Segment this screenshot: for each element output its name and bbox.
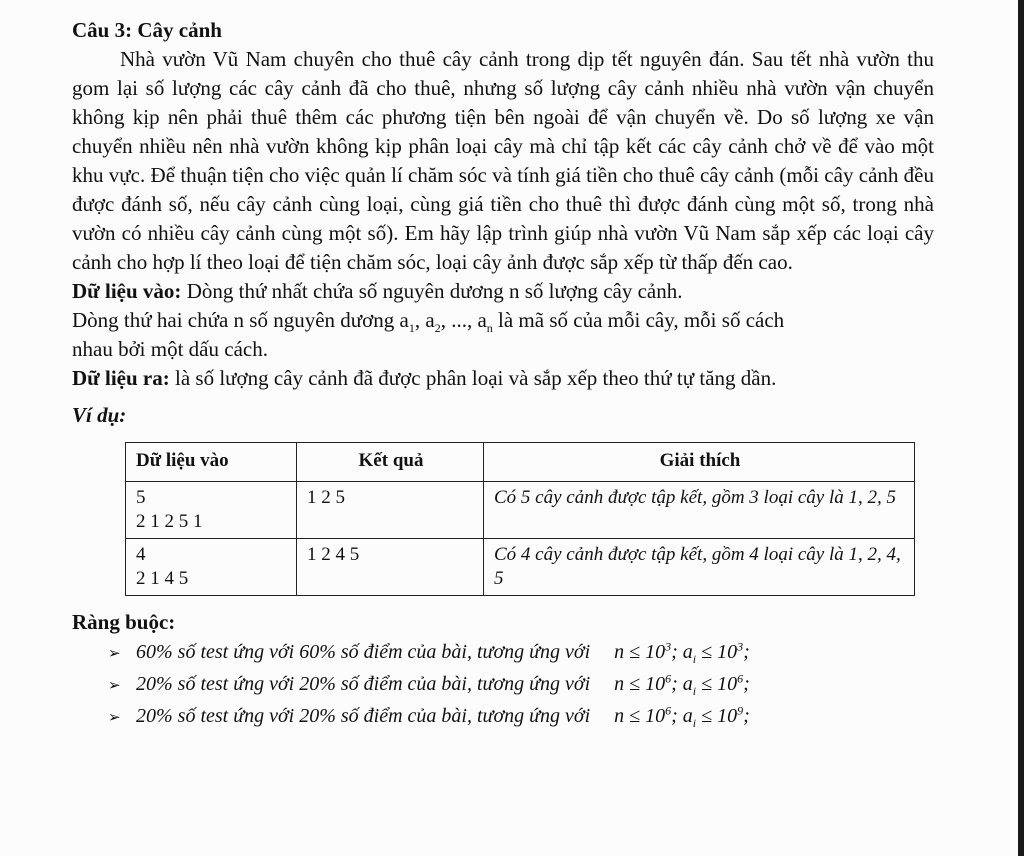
constraint-item: [108, 669, 934, 701]
cell-input: [126, 482, 297, 539]
input-line-2: [72, 306, 934, 335]
input-n: 5: [136, 487, 146, 508]
constraint-text: 20% số test ứng với 20% số điểm của bài, tương ứng với: [136, 705, 591, 727]
input-values: 2 1 2 5 1: [136, 511, 203, 532]
cell-result: 1 2 5: [297, 482, 484, 539]
n-exponent: 3: [665, 639, 672, 654]
table-row: [126, 482, 915, 539]
n-exponent: 6: [665, 703, 672, 718]
input-line-3: nhau bởi một dấu cách.: [72, 337, 268, 361]
subscript-2: 2: [434, 321, 441, 336]
subscript-1: 1: [408, 321, 415, 336]
cell-input: [126, 539, 297, 596]
input-sep-1: , a: [414, 308, 435, 332]
terminator: ;: [743, 673, 750, 695]
terminator: ;: [743, 641, 750, 663]
page-edge: [1018, 0, 1024, 856]
example-table: [125, 442, 915, 596]
n-bound: n ≤ 10: [614, 673, 666, 695]
separator: ; a: [671, 673, 693, 695]
output-label: Dữ liệu ra:: [72, 366, 170, 390]
input-line-1: [72, 277, 934, 306]
input-n: 4: [136, 544, 146, 565]
input-label: Dữ liệu vào:: [72, 279, 182, 303]
constraint-math: [614, 639, 750, 666]
input-line-1-text: Dòng thứ nhất chứa số nguyên dương n số lượng cây cảnh.: [181, 279, 683, 303]
constraint-item: [108, 637, 934, 669]
arrow-bullet-icon: ➢: [108, 710, 121, 726]
arrow-bullet-icon: ➢: [108, 678, 121, 694]
a-exponent: 6: [737, 671, 744, 686]
constraint-text: 20% số test ứng với 20% số điểm của bài, tương ứng với: [136, 673, 591, 695]
a-exponent: 3: [737, 639, 744, 654]
n-bound: n ≤ 10: [614, 641, 666, 663]
output-text: là số lượng cây cảnh đã được phân loại và sắp xếp theo thứ tự tăng dần.: [169, 366, 777, 390]
a-subscript: i: [692, 716, 697, 730]
subscript-n: n: [486, 321, 493, 336]
constraints-label: Ràng buộc:: [72, 610, 176, 634]
n-bound: n ≤ 10: [614, 705, 666, 727]
input-line-2-pre: Dòng thứ hai chứa n số nguyên dương a: [72, 308, 409, 332]
header-explanation: Giải thích: [484, 443, 915, 482]
document-content: [72, 16, 934, 733]
cell-explanation: Có 4 cây cảnh được tập kết, gồm 4 loại cây là 1, 2, 4, 5: [484, 539, 915, 596]
a-subscript: i: [692, 684, 697, 698]
problem-title: Câu 3: Cây cảnh: [72, 18, 222, 42]
a-bound: ≤ 10: [696, 641, 738, 663]
header-input: Dữ liệu vào: [126, 443, 297, 482]
terminator: ;: [743, 705, 750, 727]
arrow-bullet-icon: ➢: [108, 646, 121, 662]
constraint-math: [614, 671, 750, 698]
constraint-math: [614, 703, 750, 730]
input-values: 2 1 4 5: [136, 568, 189, 589]
constraints-list: [72, 637, 934, 733]
a-exponent: 9: [737, 703, 744, 718]
n-exponent: 6: [665, 671, 672, 686]
a-bound: ≤ 10: [696, 673, 738, 695]
table-header-row: [126, 443, 915, 482]
output-line: [72, 364, 934, 393]
a-subscript: i: [692, 652, 697, 666]
problem-statement: Nhà vườn Vũ Nam chuyên cho thuê cây cảnh trong dịp tết nguyên đán. Sau tết nhà vườn thu gom lại số lượng các cây cảnh đã cho thuê, nhưng số lượng cây cảnh nhiều nhà vườn vận chuyển không kịp nên phải thuê thêm các phương tiện bên ngoài để vận chuyển về. Do số lượng xe vận chuyển nhiều nên nhà vườn không kịp phân loại cây mà chỉ tập kết các cây cảnh chở về để vào một khu vực. Để thuận tiện cho việc quản lí chăm sóc và tính giá tiền cho thuê cây cảnh (mỗi cây cảnh đều được đánh số, nếu cây cảnh cùng loại, cùng giá tiền cho thuê thì được đánh cùng một số, trong nhà vườn có nhiều cây cảnh cùng một số). Em hãy lập trình giúp nhà vườn Vũ Nam sắp xếp các loại cây cảnh cho hợp lí theo loại để tiện chăm sóc, loại cây ảnh được sắp xếp từ thấp đến cao.: [72, 47, 934, 274]
example-label: Ví dụ:: [72, 403, 127, 427]
cell-result: 1 2 4 5: [297, 539, 484, 596]
separator: ; a: [671, 641, 693, 663]
table-row: [126, 539, 915, 596]
input-sep-2: , ..., a: [440, 308, 487, 332]
separator: ; a: [671, 705, 693, 727]
a-bound: ≤ 10: [696, 705, 738, 727]
input-line-2-post: là mã số của mỗi cây, mỗi số cách: [492, 308, 785, 332]
cell-explanation: Có 5 cây cảnh được tập kết, gồm 3 loại cây là 1, 2, 5: [484, 482, 915, 539]
header-result: Kết quả: [297, 443, 484, 482]
constraint-text: 60% số test ứng với 60% số điểm của bài, tương ứng với: [136, 641, 591, 663]
constraint-item: [108, 701, 934, 733]
